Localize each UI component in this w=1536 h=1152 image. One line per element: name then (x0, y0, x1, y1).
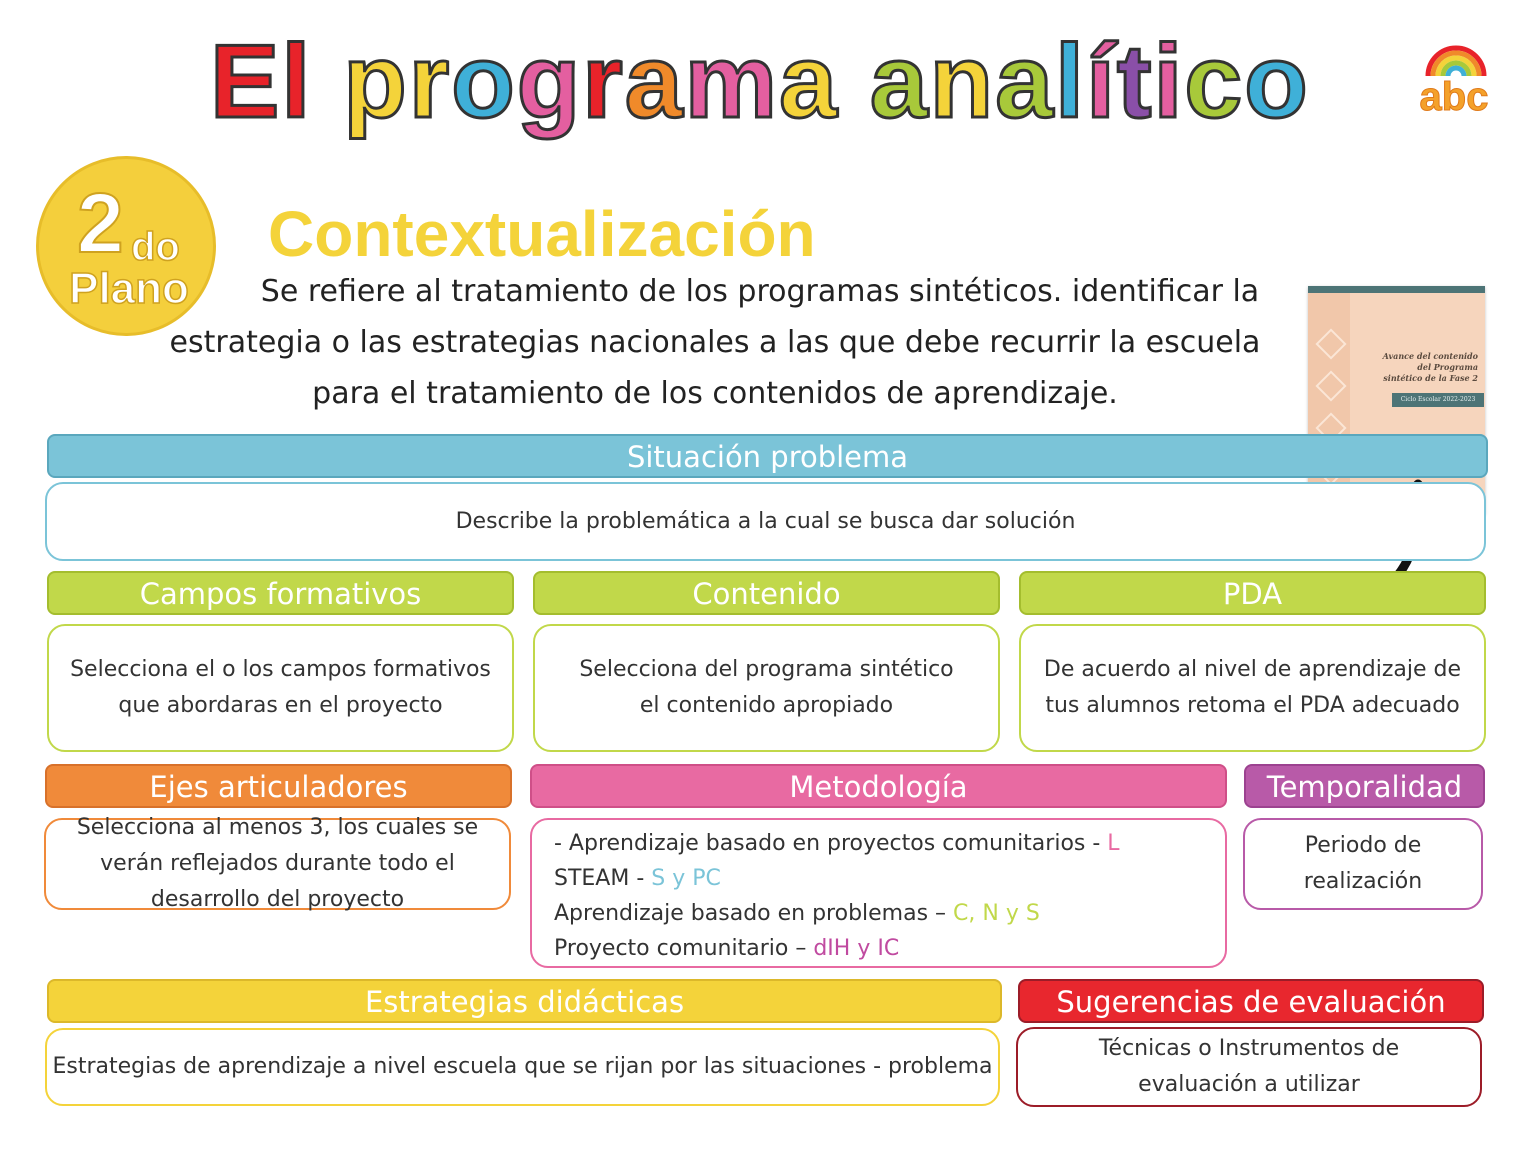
title-letter: t (1116, 24, 1154, 140)
contenido-box: Selecciona del programa sintético el contenido apropiado (533, 624, 1000, 752)
estrategias-didacticas-box: Estrategias de aprendizaje a nivel escuela que se rijan por las situaciones - problema (45, 1028, 1000, 1106)
metodologia-item-tag: C, N y S (953, 901, 1040, 926)
title-letter: o (1244, 24, 1310, 140)
title-letter: c (1184, 24, 1245, 140)
title-letter (312, 24, 343, 140)
title-letter (839, 24, 870, 140)
title-letter: E (210, 24, 282, 140)
metodologia-item-tag: dIH y IC (813, 936, 900, 961)
temporalidad-box: Periodo de realización (1243, 818, 1483, 910)
metodologia-item-text: STEAM - (554, 866, 652, 891)
campos-formativos-box: Selecciona el o los campos formativos que abordaras en el proyecto (47, 624, 514, 752)
title-letter: i (1153, 24, 1185, 140)
badge-word: Plano (69, 264, 189, 313)
metodologia-item (554, 896, 1120, 931)
title-letter: r (582, 24, 625, 140)
situacion-problema-box: Describe la problemática a la cual se busca dar solución (45, 482, 1486, 561)
title-letter: l (281, 24, 313, 140)
campos-formativos-header: Campos formativos (47, 571, 514, 615)
ejes-articuladores-box: Selecciona al menos 3, los cuales se verán reflejados durante todo el desarrollo del proyecto (44, 818, 511, 910)
metodologia-list (554, 826, 1120, 966)
cover-band: Ciclo Escolar 2022-2023 (1392, 393, 1484, 407)
situacion-problema-header: Situación problema (47, 434, 1488, 478)
abc-logo (1398, 36, 1510, 116)
section-intro: Se refiere al tratamiento de los programas sintéticos. identificar la estrategia o las estrategias nacionales a las que debe recurrir la escuela para el tratamiento de los contenidos de aprendizaje. (169, 274, 1261, 411)
title-letter: a (995, 24, 1056, 140)
sugerencias-evaluacion-header: Sugerencias de evaluación (1018, 979, 1484, 1023)
title-letter: o (451, 24, 517, 140)
metodologia-item-text: Proyecto comunitario – (554, 936, 814, 961)
metodologia-item-text: - Aprendizaje basado en proyectos comunitarios - (554, 831, 1108, 856)
logo-text: abc (1419, 75, 1489, 116)
cover-title: Avance del contenido del Programa sintético de la Fase 2 (1382, 351, 1478, 383)
metodologia-box (530, 818, 1227, 968)
title-letter: n (929, 24, 996, 140)
metodologia-header: Metodología (530, 764, 1227, 808)
badge-suffix: do (131, 225, 180, 269)
title-letter: r (408, 24, 452, 140)
metodologia-item-text: Aprendizaje basado en problemas – (554, 901, 954, 926)
temporalidad-header: Temporalidad (1244, 764, 1485, 808)
sugerencias-evaluacion-box: Técnicas o Instrumentos de evaluación a utilizar (1016, 1027, 1482, 1107)
title-letter: l (1055, 24, 1086, 140)
metodologia-item-tag: S y PC (651, 866, 721, 891)
pda-box: De acuerdo al nivel de aprendizaje de tus alumnos retoma el PDA adecuado (1019, 624, 1486, 752)
metodologia-item (554, 861, 1120, 896)
estrategias-didacticas-header: Estrategias didácticas (47, 979, 1002, 1023)
metodologia-item (554, 826, 1120, 861)
title-letter: a (624, 24, 685, 140)
title-letter: g (516, 24, 583, 140)
metodologia-item (554, 931, 1120, 966)
badge-number: 2 (77, 176, 124, 270)
pda-header: PDA (1019, 571, 1486, 615)
page-title (210, 22, 1350, 142)
title-letter: m (684, 24, 780, 140)
section-title: Contextualización (268, 198, 816, 270)
ejes-articuladores-header: Ejes articuladores (45, 764, 512, 808)
metodologia-item-tag: L (1107, 831, 1120, 856)
contenido-header: Contenido (533, 571, 1000, 615)
title-letter: í (1085, 24, 1117, 140)
title-letter: p (343, 24, 409, 140)
title-letter: a (779, 24, 839, 140)
title-letter: a (869, 24, 930, 140)
